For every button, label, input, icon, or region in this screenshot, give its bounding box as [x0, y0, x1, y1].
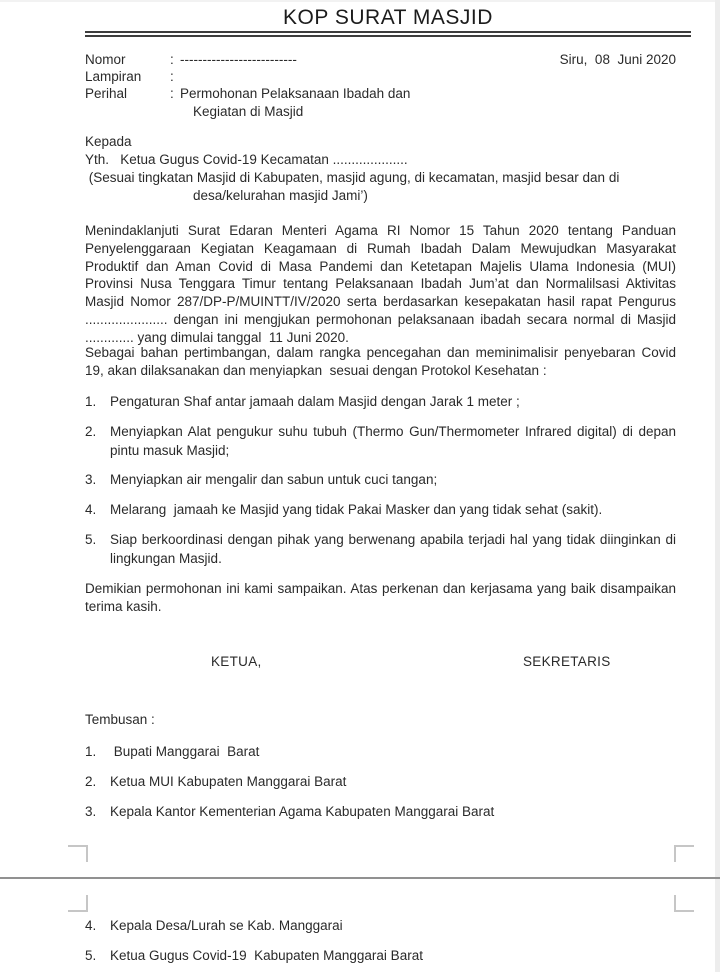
page2-top-right-margin-mark — [674, 895, 694, 912]
recipient-yth-line: Yth. Ketua Gugus Covid-19 Kecamatan .................... — [85, 152, 408, 167]
letterhead-title: KOP SURAT MASJID — [283, 6, 493, 29]
protocol-item-3 — [85, 471, 676, 490]
right-edge-shade — [715, 0, 720, 972]
signature-sekretaris-label: SEKRETARIS — [523, 654, 611, 669]
tembusan-item-4-text: Kepala Desa/Lurah se Kab. Manggarai — [110, 918, 343, 933]
letter-date: Siru, 08 Juni 2020 — [559, 52, 676, 67]
perihal-colon: : — [170, 86, 174, 102]
page1-bottom-left-margin-mark — [68, 845, 88, 862]
page1-bottom-right-margin-mark — [674, 845, 694, 862]
top-edge-shade — [0, 0, 720, 2]
tembusan-item-1-number: 1. — [85, 744, 97, 759]
tembusan-item-1 — [85, 743, 676, 762]
body-paragraph-1: Menindaklanjuti Surat Edaran Menteri Agama RI Nomor 15 Tahun 2020 tentang Panduan Penyelenggaraan Kegiatan Keagamaan di Rumah Ibadah Dalam Mewujudkan Masyarakat Produktif dan Aman Covid di Masa Pandemi dan Ketetapan Majelis Ulama Indonesia (MUI) Provinsi Nusa Tenggara Timur tentang Pelaksanaan Ibadah Jum’at dan Normalilsasi Aktivitas Masjid Nomor 287/DP-P/MUINTT/IV/2020 serta berdasarkan kesepakatan hasil rapat Pengurus ...................... dengan ini mengjukan permohonan pelaksanaan ibadah secara normal di Masjid ............. yang dimulai tanggal 11 Juni 2020. — [85, 223, 684, 345]
page2-top-left-margin-mark — [68, 895, 88, 912]
lampiran-label: Lampiran — [85, 69, 142, 85]
protocol-item-4 — [85, 501, 676, 520]
tembusan-item-3 — [85, 803, 676, 822]
tembusan-item-2-number: 2. — [85, 774, 97, 789]
tembusan-item-2-text: Ketua MUI Kabupaten Manggarai Barat — [110, 774, 347, 789]
tembusan-item-5-number: 5. — [85, 948, 97, 963]
tembusan-item-5 — [85, 947, 676, 966]
page-break-divider — [0, 877, 720, 879]
recipient-note-line1: (Sesuai tingkatan Masjid di Kabupaten, masjid agung, di kecamatan, masjid besar dan di — [85, 170, 620, 185]
lampiran-colon: : — [170, 69, 174, 85]
perihal-value-line2: Kegiatan di Masjid — [193, 103, 304, 119]
protocol-item-5-number: 5. — [85, 532, 97, 547]
signature-ketua-label: KETUA, — [211, 654, 262, 669]
protocol-item-1-text: Pengaturan Shaf antar jamaah dalam Masjid dengan Jarak 1 meter ; — [110, 394, 520, 409]
perihal-value-line1: Permohonan Pelaksanaan Ibadah dan — [180, 86, 411, 102]
closing-paragraph: Demikian permohonan ini kami sampaikan. Atas perkenan dan kerjasama yang baik disampaikan terima kasih. — [85, 581, 680, 614]
protocol-item-3-number: 3. — [85, 472, 97, 487]
protocol-item-4-text: Melarang jamaah ke Masjid yang tidak Pakai Masker dan yang tidak sehat (sakit). — [110, 502, 603, 517]
tembusan-label: Tembusan : — [85, 712, 155, 727]
lampiran-value — [180, 68, 555, 85]
tembusan-item-3-number: 3. — [85, 804, 97, 819]
perihal-label: Perihal — [85, 86, 128, 102]
tembusan-item-1-text: Bupati Manggarai Barat — [110, 744, 260, 759]
meta-row-perihal-cont — [85, 103, 555, 120]
tembusan-item-5-text: Ketua Gugus Covid-19 Kabupaten Manggarai Barat — [110, 948, 423, 963]
protocol-item-1-number: 1. — [85, 394, 97, 409]
recipient-note-line2: desa/kelurahan masjid Jami’) — [193, 188, 368, 203]
protocol-item-2-number: 2. — [85, 424, 97, 439]
kepada-label: Kepada — [85, 134, 132, 149]
protocol-item-2 — [85, 423, 680, 460]
protocol-item-5 — [85, 531, 680, 568]
protocol-item-2-text: Menyiapkan Alat pengukur suhu tubuh (Thermo Gun/Thermometer Infrared digital) di depan pintu masuk Masjid; — [110, 424, 680, 458]
protocol-item-5-text: Siap berkoordinasi dengan pihak yang berwenang apabila terjadi hal yang tidak diinginkan di lingkungan Masjid. — [110, 532, 680, 566]
letterhead-double-rule — [85, 31, 691, 37]
tembusan-item-4-number: 4. — [85, 918, 97, 933]
recipient-block — [85, 133, 645, 205]
meta-row-nomor — [85, 51, 555, 68]
letter-meta-block — [85, 51, 555, 120]
nomor-colon: : — [170, 52, 174, 67]
tembusan-item-2 — [85, 773, 676, 792]
nomor-label: Nomor — [85, 52, 126, 67]
protocol-item-1 — [85, 393, 676, 412]
nomor-value: -------------------------- — [180, 52, 297, 67]
meta-row-perihal — [85, 85, 555, 102]
protocol-item-3-text: Menyiapkan air mengalir dan sabun untuk cuci tangan; — [110, 472, 438, 487]
protocol-item-4-number: 4. — [85, 502, 97, 517]
body-paragraph-2: Sebagai bahan pertimbangan, dalam rangka pencegahan dan meminimalisir penyebaran Covid 19, akan dilaksanakan dan menyiapkan sesuai dengan Protokol Kesehatan : — [85, 345, 680, 378]
meta-row-lampiran — [85, 68, 555, 85]
tembusan-item-4 — [85, 917, 676, 936]
tembusan-item-3-text: Kepala Kantor Kementerian Agama Kabupaten Manggarai Barat — [110, 804, 495, 819]
